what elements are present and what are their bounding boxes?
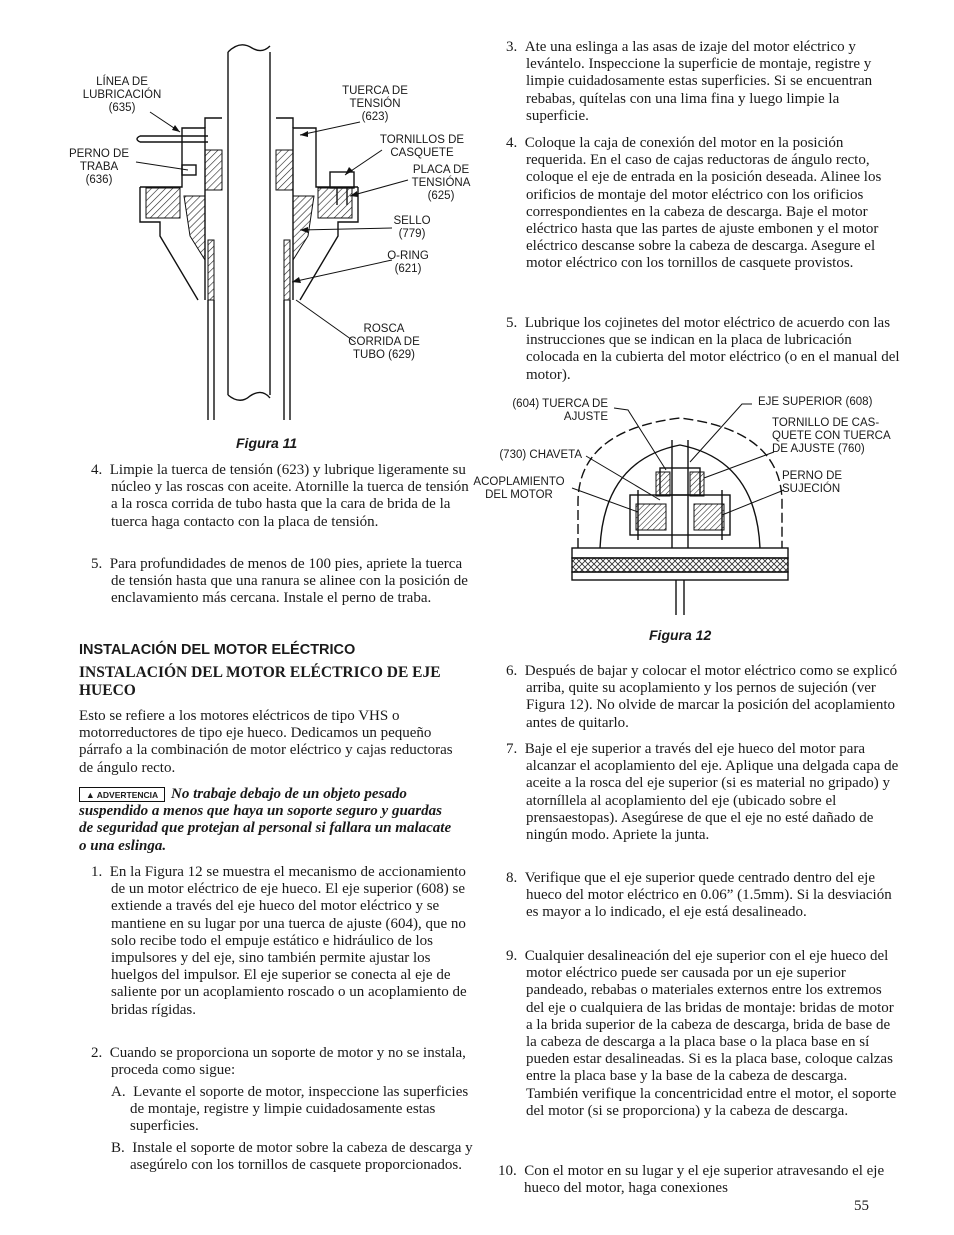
step-number: 9. [506, 948, 518, 964]
step-2a [111, 1084, 478, 1136]
step-text: En la Figura 12 se muestra el mecanismo de accionamiento de un motor eléctrico de eje hueco. El eje superior (608) se extiende a través del eje hueco del motor eléctrico y se mantiene en su lugar por una tuerca de ajuste (604), que no solo recibe todo el empuje estático e hidráulico de los impulsores y del eje, sino también permite ajustar los huelgos del impulsor. El eje superior se conecta al eje de saliente por un acoplamiento roscado o un acoplamiento de bridas rígidas. [109, 864, 467, 1018]
subsection-heading: INSTALACIÓN DEL MOTOR ELÉCTRICO DE EJE HUECO [79, 664, 441, 699]
step-text: Después de bajar y colocar el motor eléctrico como se explicó arriba, quite su acoplamiento y los pernos de sujeción (ver Figura 12). No olvide de marcar la posición del acoplamiento antes de quitarlo. [524, 663, 898, 731]
figure-12-caption: Figura 12 [649, 627, 712, 643]
step-text: Baje el eje superior a través del eje hueco del motor para alcanzar el acoplamiento del eje. Aplique una delgada capa de aceite a la rosca del eje superior (si es material no gripado) y atorníllela al acoplamiento del eje (ubicado sobre el prensaestopas). Asegúrese de que el eje no esté dañado de ningún modo. Apriete la junta. [524, 741, 899, 844]
step-10 [498, 1163, 908, 1197]
label-chaveta: (730) CHAVETA [499, 449, 582, 461]
step-text: Coloque la caja de conexión del motor en la posición requerida. En el caso de cajas reductoras de ángulo recto, coloque el eje de entrada en la posición deseada. Alinee los orificios de montaje del motor eléctrico con los orificios correspondientes en la cabeza de descarga. Baje el motor eléctrico hasta que las partes de ajuste embonen y el motor eléctrico descanse sobre la cabeza de descarga. Asegure el motor eléctrico con los tornillos de casquete provistos. [524, 135, 882, 272]
step-text: Lubrique los cojinetes del motor eléctrico de acuerdo con las instrucciones que se indican en la placa de lubricación colocada en la cubierta del motor eléctrico (o en el manual del motor). [524, 315, 900, 383]
figure-11-caption: Figura 11 [236, 435, 298, 451]
step-5 [506, 315, 902, 384]
step-1-figure12 [91, 864, 479, 1019]
step-7 [506, 741, 902, 844]
step-number: 6. [506, 663, 518, 679]
step-number: 4. [506, 135, 518, 151]
step-text: Cualquier desalineación del eje superior con el eje hueco del motor eléctrico puede ser causada por un eje superior pandeado, rebabas o materiales externos entre los extremos del eje o cualquiera de las bridas de montaje: bridas de motor a la brida superior de la cabeza de descarga, brida de base de la cabeza de descarga a la placa base o la placa base en sí pueden estar desalineadas. Si es la placa base, coloque calzas entre la placa base y la base de la cabeza de descarga. También verifique la concentricidad entre el motor, el soporte del motor (si se proporciona) y la cabeza de descarga. [524, 948, 897, 1119]
label-tornillos-casquete: TORNILLOS DE CASQUETE [379, 134, 465, 159]
label-rosca-corrida: ROSCA CORRIDA DE TUBO (629) [348, 323, 420, 361]
step-4 [506, 135, 902, 273]
step-text: Instale el soporte de motor sobre la cabeza de descarga y asegúrelo con los tornillos de casquete proporcionados. [130, 1140, 473, 1174]
label-acoplamiento-motor: ACOPLAMIENTO DEL MOTOR [473, 476, 565, 501]
step-number: 7. [506, 741, 518, 757]
step-number: 4. [91, 462, 103, 478]
warning-text: No trabaje debajo de un objeto pesado suspendido a menos que haya un soporte seguro y guardas de seguridad que protejan al personal si fallara un malacate o una eslinga. [79, 786, 452, 854]
step-text: Para profundidades de menos de 100 pies, apriete la tuerca de tensión hasta que una ranura se alinee con la posición de enclavamiento más cercana. Instale el perno de traba. [109, 556, 468, 607]
step-number: 5. [506, 315, 518, 331]
step-text: Cuando se proporciona un soporte de motor y no se instala, proceda como sigue: [109, 1045, 466, 1079]
step-number: 10. [498, 1163, 517, 1179]
label-o-ring: O-RING (621) [387, 250, 429, 275]
label-tuerca-tension: TUERCA DE TENSIÓN (623) [342, 85, 408, 123]
page-number: 55 [854, 1198, 869, 1214]
step-8 [506, 870, 902, 922]
label-linea-lubricacion: LÍNEA DE LUBRICACIÓN (635) [82, 76, 162, 114]
intro-paragraph: Esto se refiere a los motores eléctricos de tipo VHS o motorreductores de tipo eje hueco. Dedicamos un pequeño párrafo a la combinación de motor eléctrico y cajas reductoras de ángulo recto. [79, 708, 453, 776]
step-9 [506, 948, 902, 1120]
label-tuerca-ajuste: (604) TUERCA DE AJUSTE [512, 398, 608, 423]
label-perno-traba: PERNO DE TRABA (636) [68, 148, 130, 186]
warning-badge: ▲ ADVERTENCIA [79, 787, 165, 802]
step-number: 5. [91, 556, 103, 572]
label-sello: SELLO (779) [393, 215, 431, 240]
step-number: A. [111, 1084, 126, 1100]
warning-block [79, 786, 459, 855]
label-eje-superior: EJE SUPERIOR (608) [758, 396, 873, 408]
step-text: Limpie la tuerca de tensión (623) y lubrique ligeramente su núcleo y las roscas con aceite. Atornille la tuerca de tensión a la rosca corrida de tubo hasta que la cara de brida de la tuerca haga contacto con la placa de tensión. [109, 462, 469, 530]
label-perno-sujecion: PERNO DE SUJECIÓN [782, 470, 843, 495]
step-number: 8. [506, 870, 518, 886]
step-text: Levante el soporte de motor, inspeccione las superficies de montaje, registre y limpie cuidadosamente estas superficies. [130, 1084, 469, 1135]
label-placa-tension: PLACA DE TENSIÓNA (625) [411, 164, 471, 202]
step-number: B. [111, 1140, 125, 1156]
step-number: 1. [91, 864, 103, 880]
step-number: 3. [506, 39, 518, 55]
step-text: Verifique que el eje superior quede centrado dentro del eje hueco del motor eléctrico en 0.06” (1.5mm). Si la desviación es mayor a lo indicado, el eje está desalineado. [524, 870, 892, 921]
step-text: Con el motor en su lugar y el eje superior atravesando el eje hueco del motor, haga conexiones [524, 1163, 885, 1197]
step-2-motor-support [91, 1045, 479, 1079]
step-text: Ate una eslinga a las asas de izaje del motor eléctrico y levántelo. Inspeccione la superficie de montaje, registre y limpie cuidadosamente estas superficies. Si se encuentran rebabas, quítelas con una lima fina y luego limpie la superficie. [524, 39, 873, 124]
step-3 [506, 39, 902, 125]
step-number: 2. [91, 1045, 103, 1061]
step-2b [111, 1140, 478, 1174]
step-6 [506, 663, 902, 732]
section-heading: INSTALACIÓN DEL MOTOR ELÉCTRICO [79, 642, 356, 658]
warning-triangle-icon: ▲ [85, 790, 95, 801]
label-tornillo-casquete: TORNILLO DE CAS- QUETE CON TUERCA DE AJUSTE (760) [772, 417, 891, 455]
